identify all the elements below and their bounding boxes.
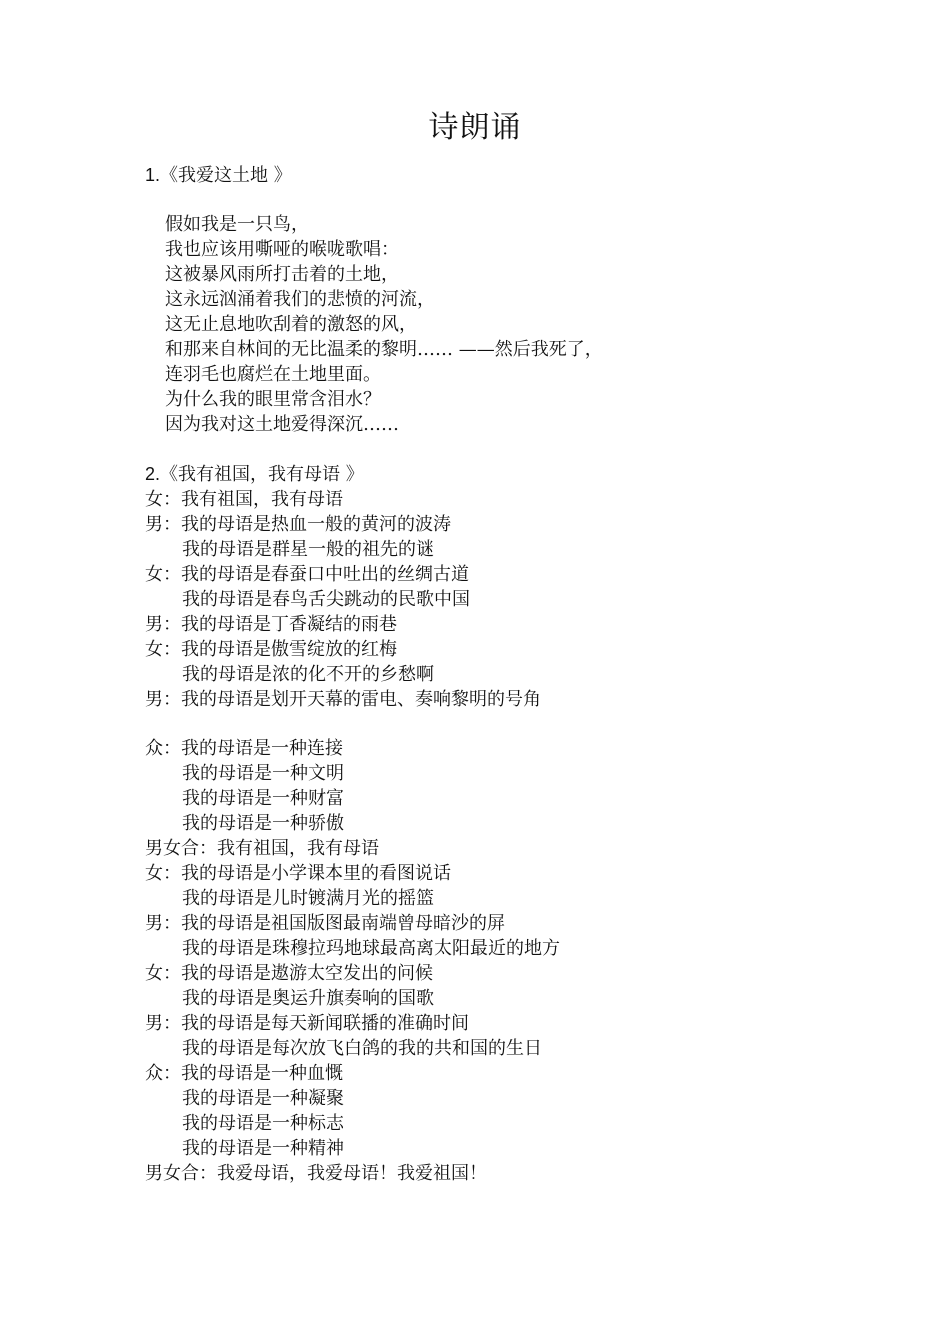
poem-line: 这被暴风雨所打击着的土地， <box>165 264 399 285</box>
dialogue-line: 我的母语是一种骄傲 <box>182 813 344 834</box>
document-title: 诗朗诵 <box>428 110 522 145</box>
section-2-number: 2. <box>145 464 161 484</box>
dialogue-line: 男：我的母语是划开天幕的雷电、奏响黎明的号角 <box>145 689 541 710</box>
dialogue-line: 我的母语是儿时镀满月光的摇篮 <box>182 888 434 909</box>
poem-line: 假如我是一只鸟， <box>165 214 309 235</box>
poem-line: 这无止息地吹刮着的激怒的风， <box>165 314 417 335</box>
poem-1-lines <box>165 212 603 437</box>
dialogue-line: 我的母语是一种凝聚 <box>182 1088 344 1109</box>
dialogue-line: 众：我的母语是一种血慨 <box>145 1063 343 1084</box>
dialogue-line: 女：我的母语是遨游太空发出的问候 <box>145 963 433 984</box>
dialogue-line: 男：我的母语是丁香凝结的雨巷 <box>145 614 397 635</box>
dialogue-line: 我的母语是一种财富 <box>182 788 344 809</box>
dialogue-line: 男：我的母语是热血一般的黄河的波涛 <box>145 514 451 535</box>
poem-line: 连羽毛也腐烂在土地里面。 <box>165 364 381 385</box>
section-2-heading <box>145 462 364 487</box>
poem-line: 这永远汹涌着我们的悲愤的河流， <box>165 289 435 310</box>
dialogue-line: 我的母语是一种精神 <box>182 1138 344 1159</box>
section-1-name: 《我爱这土地 》 <box>160 165 292 186</box>
dialogue-line: 我的母语是一种标志 <box>182 1113 344 1134</box>
dialogue-line: 男：我的母语是每天新闻联播的准确时间 <box>145 1013 469 1034</box>
section-1-number: 1. <box>145 165 161 185</box>
poem-2-part-a <box>145 487 541 712</box>
dialogue-line: 我的母语是奥运升旗奏响的国歌 <box>182 988 434 1009</box>
dialogue-line: 男女合：我有祖国，我有母语 <box>145 838 379 859</box>
dialogue-line: 我的母语是春鸟舌尖跳动的民歌中国 <box>182 589 470 610</box>
poem-line: 我也应该用嘶哑的喉咙歌唱： <box>165 239 399 260</box>
dialogue-line: 男女合：我爱母语，我爱母语！我爱祖国！ <box>145 1163 487 1184</box>
section-1-heading <box>145 163 292 188</box>
dialogue-line: 我的母语是珠穆拉玛地球最高离太阳最近的地方 <box>182 938 560 959</box>
dialogue-line: 女：我的母语是春蚕口中吐出的丝绸古道 <box>145 564 469 585</box>
dialogue-line: 女：我的母语是小学课本里的看图说话 <box>145 863 451 884</box>
poem-line: 和那来自林间的无比温柔的黎明…… ——然后我死了， <box>165 339 603 360</box>
poem-line: 为什么我的眼里常含泪水？ <box>165 389 381 410</box>
dialogue-line: 男：我的母语是祖国版图最南端曾母暗沙的屏 <box>145 913 505 934</box>
dialogue-line: 女：我的母语是傲雪绽放的红梅 <box>145 639 397 660</box>
dialogue-line: 我的母语是一种文明 <box>182 763 344 784</box>
dialogue-line: 我的母语是群星一般的祖先的谜 <box>182 539 434 560</box>
dialogue-line: 我的母语是浓的化不开的乡愁啊 <box>182 664 434 685</box>
section-2-name: 《我有祖国，我有母语 》 <box>160 464 364 485</box>
dialogue-line: 我的母语是每次放飞白鸽的我的共和国的生日 <box>182 1038 542 1059</box>
dialogue-line: 女：我有祖国，我有母语 <box>145 489 343 510</box>
dialogue-line: 众：我的母语是一种连接 <box>145 738 343 759</box>
poem-line: 因为我对这土地爱得深沉…… <box>165 414 399 435</box>
poem-2-part-b <box>145 736 560 1186</box>
